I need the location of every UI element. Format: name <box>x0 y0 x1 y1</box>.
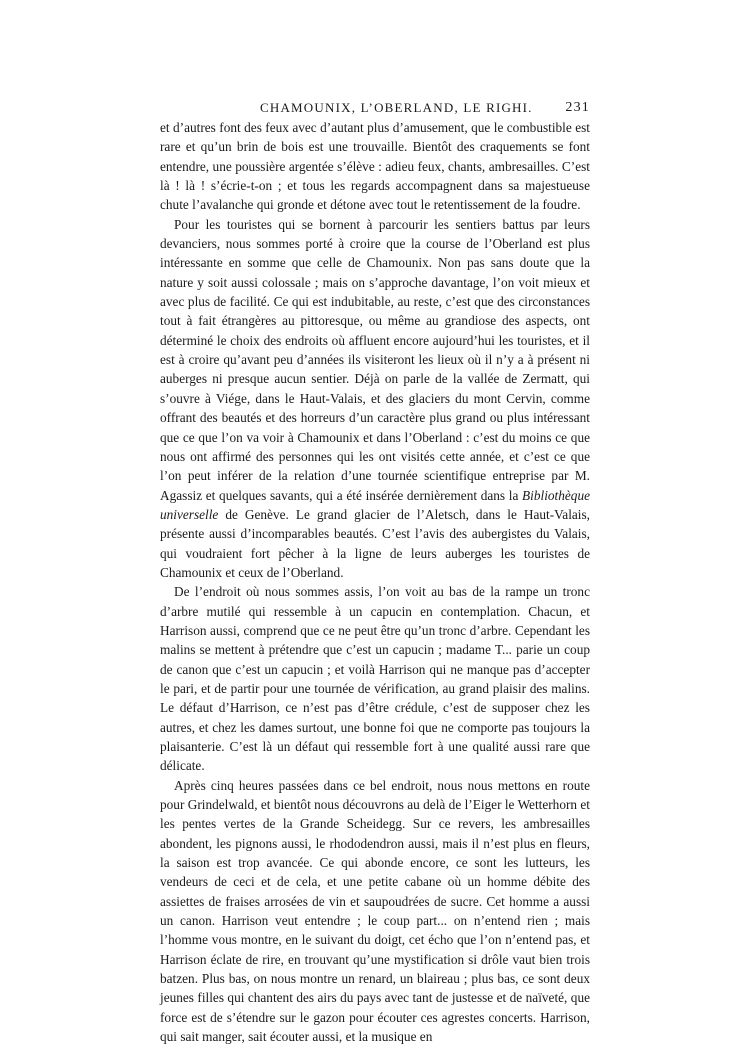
paragraph-2-before: Pour les touristes qui se bornent à parcourir les sentiers battus par leurs devanciers, nous sommes porté à croire que la course de l’Oberland est plus intéressante en somme que celle de Chamounix. Non pas sans doute que la nature y soit aussi colossale ; mais on s’approche davantage, l’on voit mieux et avec plus de facilité. Ce qui est indubitable, au reste, c’est que des circonstances tout à fait étrangères au pittoresque, ou même au grandiose des aspects, ont déterminé le choix des endroits où affluent encore aujourd’hui les touristes, et il est à croire qu’avant peu d’années ils visiteront les lieux où il n’y a à présent ni auberges ni presque aucun sentier. Déjà on parle de la vallée de Zermatt, qui s’ouvre à Viége, dans le Haut-Valais, et des glaciers du mont Cervin, comme offrant des beautés et des horreurs d’un caractère plus grand ou plus intéressant que ce que l’on va voir à Chamounix et dans l’Oberland : c’est du moins ce que nous ont affirmé des personnes qui les ont visités cette année, et c’est ce que l’on peut inférer de la relation d’une tournée scientifique entreprise par M. Agassiz et quelques savants, qui a été insérée dernièrement dans la <box>160 216 590 503</box>
running-title: CHAMOUNIX, L’OBERLAND, LE RIGHI. <box>260 100 533 115</box>
body-text <box>160 118 590 1047</box>
paragraph-2 <box>160 215 590 583</box>
paragraph-2-after: de Genève. Le grand glacier de l’Aletsch, dans le Haut-Valais, présente aussi d’incomparables beautés. C’est l’avis des aubergistes du Valais, qui voudraient fort pêcher à la ligne de leurs auberges les touristes de Chamounix et ceux de l’Oberland. <box>160 506 590 580</box>
paragraph-1: et d’autres font des feux avec d’autant plus d’amusement, que le combustible est rare et qu’un brin de bois est une trouvaille. Bientôt des craquements se font entendre, une poussière argentée s’élève : adieu feux, chants, ambresailles. C’est là ! là ! s’écrie-t-on ; et tous les regards accompagnent dans sa majestueuse chute l’avalanche qui gronde et détone avec tout le retentissement de la foudre. <box>160 120 590 213</box>
paragraph-3: De l’endroit où nous sommes assis, l’on voit au bas de la rampe un tronc d’arbre mutilé qui ressemble à un capucin en contemplation. Chacun, et Harrison aussi, comprend que ce ne peut être qu’un tronc d’arbre. Cependant les malins se mettent à prétendre que c’est un capucin ; madame T... parie un coup de canon que c’est un capucin ; et voilà Harrison qui ne manque pas d’accepter le pari, et de partir pour une tournée de vérification, au grand plaisir des malins. Le défaut d’Harrison, ce n’est pas d’être crédule, c’est de supposer chez les autres, et chez les dames surtout, une bonne foi que ne comporte pas toujours la plaisanterie. C’est là un défaut qui ressemble fort à une qualité aussi rare que délicate. <box>160 584 590 774</box>
page-number: 231 <box>565 100 590 115</box>
journal-title: Bibliothèque universelle <box>160 487 590 522</box>
running-head <box>160 100 590 118</box>
paragraph-4: Après cinq heures passées dans ce bel endroit, nous nous mettons en route pour Grindelwald, et bientôt nous découvrons au delà de l’Eiger le Wetterhorn et les pentes vertes de la Grande Scheidegg. Sur ce revers, les ambresailles abondent, les pignons aussi, le rhododendron aussi, mais il n’est plus en fleurs, la saison est trop avancée. Ce qui abonde encore, ce sont les lutteurs, les vendeurs de ceci et de cela, et une petite cabane où un homme débite des assiettes de fraises arrosées de vin et saupoudrées de sucre. Cet homme a aussi un canon. Harrison veut entendre ; le coup part... on n’entend rien ; mais l’homme vous montre, en le suivant du doigt, cet écho que l’on n’entend pas, et Harrison éclate de rire, en trouvant qu’une mystification si drôle vaut bien trois batzen. Plus bas, on nous montre un renard, un blaireau ; plus bas, ce sont deux jeunes filles qui chantent des airs du pays avec tant de justesse et de naïveté, que force est de s’étendre sur le gazon pour écouter ces agrestes concerts. Harrison, qui sait manger, sait écouter aussi, et la musique en <box>160 777 590 1045</box>
